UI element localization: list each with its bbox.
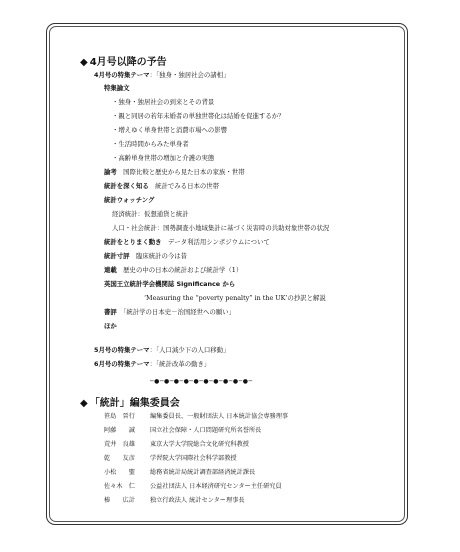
article-row: 人口・社会統計：国勢調査小地域集計に基づく災害時の共助対象世帯の状況 <box>112 224 330 232</box>
preview-heading: ◆ 4月号以降の予告 <box>80 57 167 68</box>
article-row: 統計をとりまく動き データ利活用シンポジウムについて <box>104 238 270 246</box>
feature-item: ・生活時間からみた単身者 <box>112 140 189 148</box>
article-row: 連載 歴史の中の日本の統計および統計学（1） <box>104 266 243 274</box>
article-row: ほか <box>104 322 117 330</box>
committee-member: 小松 聖 総務省統計局統計調査部経済統計課長 <box>104 469 256 476</box>
june-label: 6月号の特集テーマ <box>94 360 150 368</box>
june-theme: ：「統計改革の動き」 <box>149 360 211 368</box>
section-divider: ─●─●─●─●─●─●─●─●─●─●─ <box>150 378 253 385</box>
article-row: ‘Measuring the “poverty penalty” in the UK’の抄訳と解説 <box>144 294 326 302</box>
may-theme: ：「人口減少下の人口移動」 <box>149 346 230 354</box>
feature-item: ・独身・独居社会の到来とその背景 <box>112 98 215 106</box>
feature-item: ・増えゆく単身世帯と消費市場への影響 <box>112 126 228 134</box>
committee-member: 荒井 良雄 東京大学大学院総合文化研究科教授 <box>104 441 249 448</box>
june-theme-line <box>94 360 210 368</box>
committee-heading: ◆ 「統計」編集委員会 <box>80 398 180 409</box>
feature-label: 特集論文 <box>104 84 130 92</box>
may-label: 5月号の特集テーマ <box>94 346 150 354</box>
may-theme-line <box>94 346 229 354</box>
april-theme: ：「独身・独居社会の諸相」 <box>149 71 230 79</box>
feature-item: ・高齢単身世帯の増加と介護の実態 <box>112 154 215 162</box>
committee-member: 椿 広計 独立行政法人 統計センター理事長 <box>104 497 245 504</box>
committee-member: 乾 友彦 学習院大学国際社会科学部教授 <box>104 455 237 462</box>
article-row: 英国王立統計学会機関誌 Significance から <box>104 280 236 288</box>
article-row: 書評 「統計学の日本史－治国経世への願い」 <box>104 308 236 316</box>
committee-member: 笹島 晉行 編集委員長、一般財団法人 日本統計協会専務理事 <box>104 413 289 420</box>
article-row: 統計を深く知る 統計でみる日本の世帯 <box>104 182 220 190</box>
article-row: 統計ウォッチング <box>104 196 155 204</box>
committee-member: 佐々木 仁 公益社団法人 日本経済研究センター主任研究員 <box>104 483 282 490</box>
diamond-icon: ◆ <box>80 57 88 68</box>
april-theme-line <box>94 71 229 79</box>
article-row: 統計寸評 臨床統計の今は昔 <box>104 252 188 260</box>
committee-member: 阿藤 誠 国立社会保障・人口問題研究所名誉所長 <box>104 427 262 434</box>
feature-item: ・親と同居の若年未婚者の単独世帯化は結婚を促進するか？ <box>112 112 285 120</box>
article-row: 経済統計：仮想通貨と統計 <box>112 210 189 218</box>
article-row: 論考 国際比較と歴史から見た日本の家族・世帯 <box>104 168 245 176</box>
april-label: 4月号の特集テーマ <box>94 71 150 79</box>
diamond-icon: ◆ <box>80 398 88 409</box>
